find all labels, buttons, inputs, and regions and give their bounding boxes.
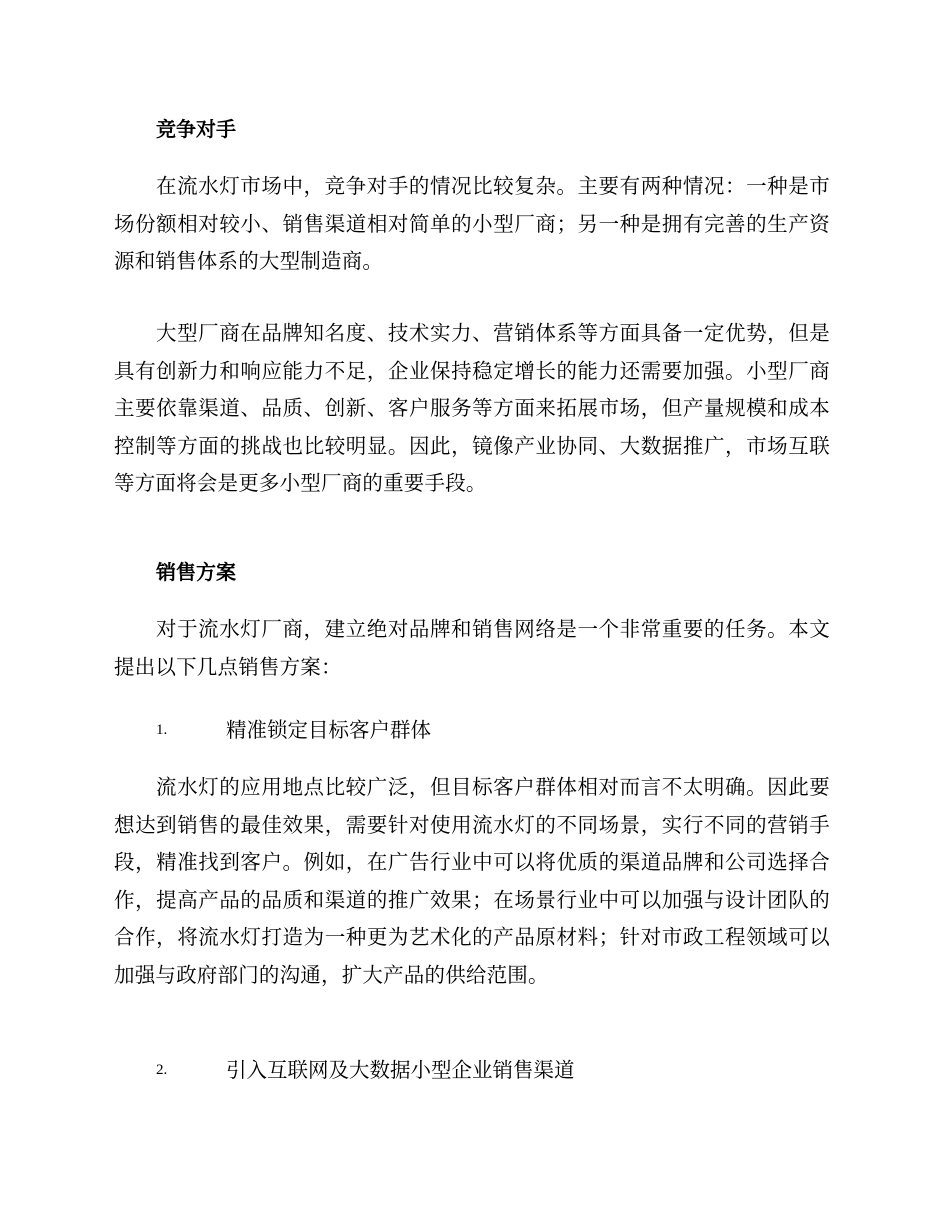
section-heading-sales: 销售方案 (156, 560, 236, 584)
list-item-title: 引入互联网及大数据小型企业销售渠道 (226, 1058, 575, 1082)
list-item-1-body: 流水灯的应用地点比较广泛，但目标客户群体相对而言不太明确。因此要想达到销售的最佳效果，需要针对使用流水灯的不同场景，实行不同的营销手段，精准找到客户。例如，在广告行业中可以将优质的渠道品牌和公司选择合作，提高产品的品质和渠道的推广效果；在场景行业中可以加强与设计团队的合作，将流水灯打造为一种更为艺术化的产品原材料；针对市政工程领域可以加强与政府部门的沟通，扩大产品的供给范围。 (114, 775, 830, 987)
competitors-paragraph-2: 大型厂商在品牌知名度、技术实力、营销体系等方面具备一定优势，但是具有创新力和响应能力不足，企业保持稳定增长的能力还需要加强。小型厂商主要依靠渠道、品质、创新、客户服务等方面来拓展市场，但产量规模和成本控制等方面的挑战也比较明显。因此，镜像产业协同、大数据推广，市场互联等方面将会是更多小型厂商的重要手段。 (114, 321, 830, 495)
list-item-number: 1. (156, 722, 168, 738)
competitors-paragraph-1: 在流水灯市场中，竞争对手的情况比较复杂。主要有两种情况：一种是市场份额相对较小、销售渠道相对简单的小型厂商；另一种是拥有完善的生产资源和销售体系的大型制造商。 (114, 174, 830, 273)
sales-intro-paragraph: 对于流水灯厂商，建立绝对品牌和销售网络是一个非常重要的任务。本文提出以下几点销售方案： (114, 617, 830, 679)
list-item-title: 精准锁定目标客户群体 (226, 718, 431, 742)
list-item-number: 2. (156, 1062, 168, 1078)
section-heading-competitors: 竞争对手 (156, 117, 236, 141)
